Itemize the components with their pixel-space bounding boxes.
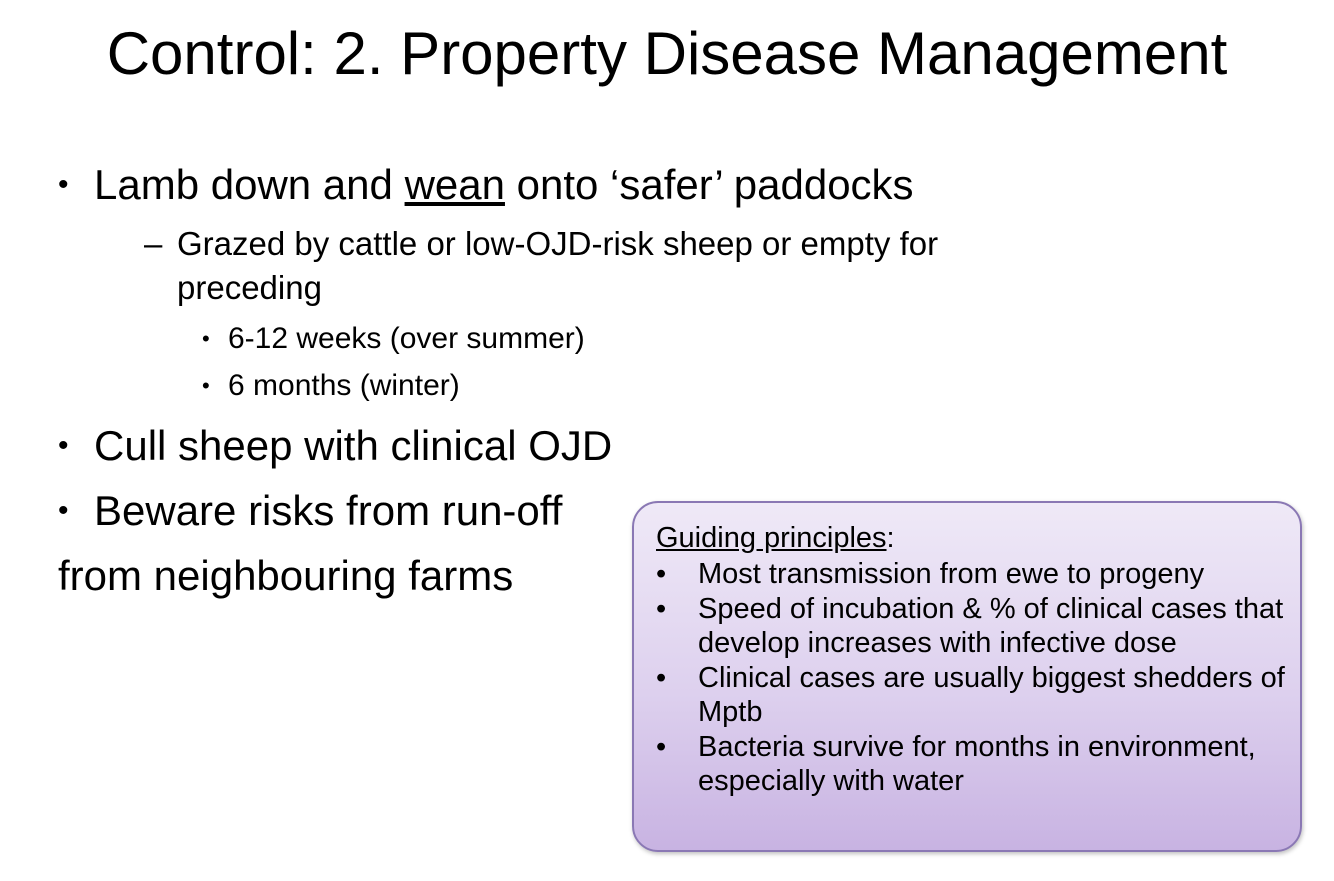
callout-item-text: Most transmission from ewe to progeny — [698, 558, 1205, 590]
bullet-lamb-down-post: onto ‘safer’ paddocks — [504, 161, 914, 208]
callout-item — [656, 730, 1286, 799]
callout-item-text: Clinical cases are usually biggest shedders of Mptb — [698, 661, 1285, 728]
callout-item-text: Bacteria survive for months in environment, especially with water — [698, 730, 1256, 797]
bullet-marker: • — [58, 494, 69, 527]
callout-item — [656, 557, 1286, 592]
callout-list — [656, 557, 1286, 799]
callout-bullet-marker: • — [656, 730, 667, 763]
sub-bullet-grazed — [177, 222, 1077, 310]
sub-sub-bullet-marker: • — [202, 373, 210, 398]
callout-bullet-marker: • — [656, 661, 667, 694]
callout-heading-text: Guiding principles — [656, 522, 887, 554]
callout-heading — [656, 521, 895, 555]
sub-bullet-grazed-line1: Grazed by cattle or low-OJD-risk sheep or empty for — [177, 225, 939, 262]
sub-bullet-grazed-line2: preceding — [177, 269, 322, 306]
callout-heading-colon: : — [886, 522, 895, 554]
sub-sub-bullet-marker: • — [202, 326, 210, 351]
bullet-lamb-down — [94, 160, 914, 210]
bullet-cull-sheep: Cull sheep with clinical OJD — [94, 422, 613, 469]
sub-sub-bullet-months: 6 months (winter) — [228, 369, 460, 402]
bullet-lamb-down-pre: Lamb down and — [94, 161, 405, 208]
sub-sub-bullet-weeks: 6-12 weeks (over summer) — [228, 322, 585, 355]
bullet-beware-risks: Beware risks from run-off — [94, 487, 563, 534]
bullet-marker: • — [58, 168, 69, 201]
bullet-beware-risks-continued: from neighbouring farms — [58, 552, 514, 599]
bullet-lamb-down-wean: wean — [404, 161, 505, 208]
callout-item — [656, 661, 1286, 730]
bullet-marker: • — [58, 429, 69, 462]
slide-title: Control: 2. Property Disease Management — [106, 20, 1228, 87]
guiding-principles-callout — [632, 501, 1302, 852]
callout-bullet-marker: • — [656, 592, 667, 625]
callout-item — [656, 592, 1286, 661]
sub-bullet-dash: – — [144, 225, 163, 262]
callout-bullet-marker: • — [656, 558, 667, 590]
callout-item-text: Speed of incubation & % of clinical cases that develop increases with infective dose — [698, 592, 1284, 659]
